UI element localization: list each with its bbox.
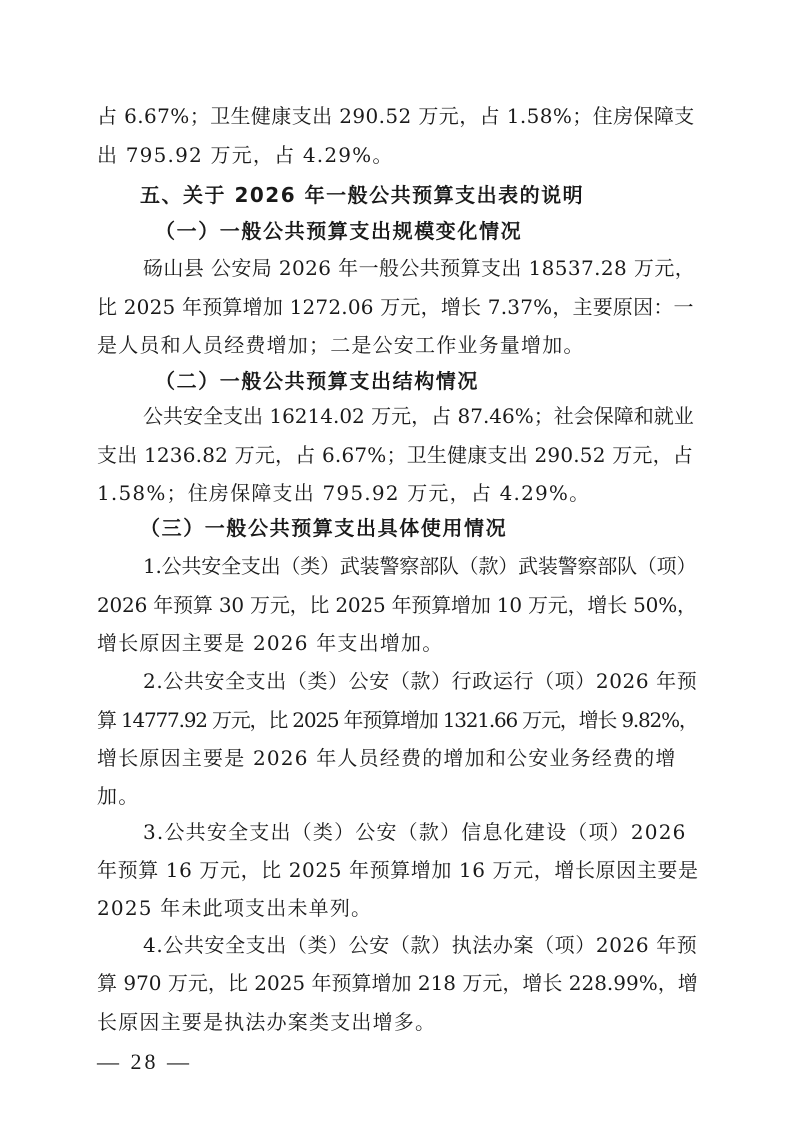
body-text-line: 增长原因主要是 2026 年人员经费的增加和公安业务经费的增 (97, 746, 677, 770)
body-text-line: 年预算 16 万元，比 2025 年预算增加 16 万元，增长原因主要是 (97, 858, 699, 882)
body-text-line: 算 14777.92 万元，比 2025 年预算增加 1321.66 万元，增长 9.82%， (97, 708, 698, 732)
body-text-line: 出 795.92 万元，占 4.29%。 (97, 143, 394, 167)
body-text-line: 2025 年未此项支出未单列。 (97, 896, 373, 920)
body-text-line: 增长原因主要是 2026 年支出增加。 (97, 631, 444, 655)
body-text-line: 算 970 万元，比 2025 年预算增加 218 万元，增长 228.99%，增 (97, 971, 698, 995)
page-number: — 28 — (97, 1049, 192, 1074)
body-text-line: 4.公共安全支出（类）公安（款）执法办案（项）2026 年预 (143, 933, 698, 957)
body-text-line: 3.公共安全支出（类）公安（款）信息化建设（项）2026 (143, 820, 687, 844)
subsection-heading: （二）一般公共预算支出结构情况 (155, 369, 479, 393)
body-text-line: 比 2025 年预算增加 1272.06 万元，增长 7.37%，主要原因：一 (97, 295, 694, 319)
body-text-line: 2.公共安全支出（类）公安（款）行政运行（项）2026 年预 (143, 669, 698, 693)
body-text-line: 加。 (97, 784, 140, 808)
body-text-line: 长原因主要是执法办案类支出增多。 (97, 1010, 437, 1034)
body-text-line: 砀山县 公安局 2026 年一般公共预算支出 18537.28 万元， (143, 256, 696, 280)
subsection-heading: （一）一般公共预算支出规模变化情况 (155, 219, 523, 243)
section-heading: 五、关于 2026 年一般公共预算支出表的说明 (140, 183, 585, 207)
body-text-line: 是人员和人员经费增加；二是公安工作业务量增加。 (97, 333, 585, 357)
subsection-heading: （三）一般公共预算支出具体使用情况 (140, 516, 508, 540)
body-text-line: 公共安全支出 16214.02 万元，占 87.46%；社会保障和就业 (143, 404, 694, 428)
body-text-line: 占 6.67%；卫生健康支出 290.52 万元，占 1.58%；住房保障支 (97, 104, 695, 128)
body-text-line: 支出 1236.82 万元，占 6.67%；卫生健康支出 290.52 万元，占 (97, 443, 694, 467)
body-text-line: 2026 年预算 30 万元，比 2025 年预算增加 10 万元，增长 50%， (97, 593, 697, 617)
body-text-line: 1.公共安全支出（类）武装警察部队（款）武装警察部队（项） (143, 554, 697, 578)
body-text-line: 1.58%；住房保障支出 795.92 万元，占 4.29%。 (97, 481, 591, 505)
